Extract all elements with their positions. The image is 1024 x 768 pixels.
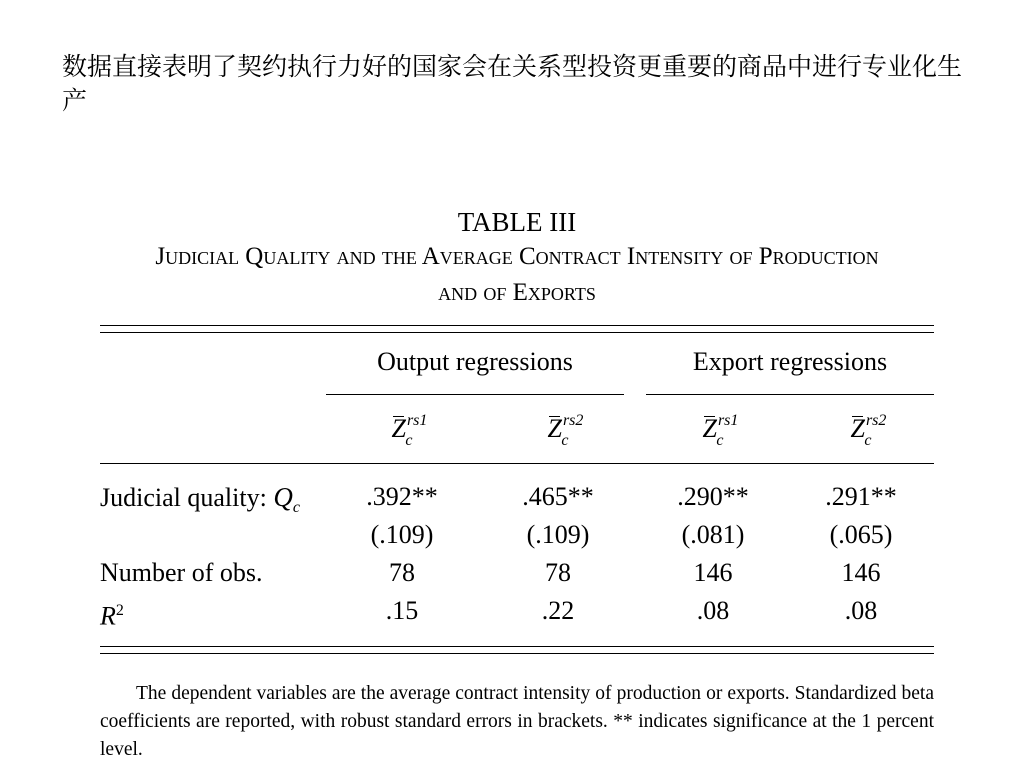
table-cell: (.109) (370, 520, 434, 549)
group-rule-export (646, 394, 934, 395)
table-cell: .392** (366, 482, 438, 511)
table-row (100, 478, 934, 516)
table-cell: 78 (545, 558, 571, 587)
group-label-output: Output regressions (377, 347, 573, 376)
table-cell: .22 (541, 596, 575, 625)
table-cell: (.109) (526, 520, 590, 549)
group-label-export: Export regressions (692, 347, 888, 376)
table-iii (100, 205, 934, 654)
slide-heading: 数据直接表明了契约执行力好的国家会在关系型投资更重要的商品中进行专业化生产 (62, 52, 963, 115)
group-export (646, 333, 934, 395)
row-label-r-squared: $R^2$ (100, 601, 124, 631)
table-subtitle-line-2: and of Exports (438, 279, 596, 306)
table-cell: .08 (844, 596, 878, 625)
table-note: The dependent variables are the average contract intensity of production or exports. Standardized beta coefficients are reported, with robust standard errors in brackets. ** indicates significance at the 1 percent level. (100, 683, 934, 760)
table-row (100, 592, 934, 630)
table-cell: .15 (385, 596, 419, 625)
column-header-row (100, 395, 934, 463)
table-cell: .465** (522, 482, 594, 511)
column-header-2: $Z^{rs2}_c$ (547, 412, 584, 449)
table-cell: .290** (677, 482, 749, 511)
table-row (100, 516, 934, 554)
column-header-4: $Z^{rs2}_c$ (850, 412, 887, 449)
table-cell: (.065) (829, 520, 893, 549)
table-cell: 146 (693, 558, 733, 587)
bottom-rule (100, 646, 934, 654)
group-header-row (100, 333, 934, 395)
table-cell: .291** (825, 482, 897, 511)
table-subtitle-line-1: Judicial Quality and the Average Contract Intensity of Production (155, 243, 879, 270)
column-header-1: $Z^{rs1}_c$ (391, 412, 428, 449)
group-rule-output (326, 394, 624, 395)
row-label-judicial-quality: Judicial quality: $Q_c$ (100, 482, 300, 517)
table-cell: 146 (841, 558, 881, 587)
table-cell: .08 (696, 596, 730, 625)
table-row (100, 554, 934, 592)
table-cell: (.081) (681, 520, 745, 549)
top-rule (100, 325, 934, 333)
row-label-empty (100, 516, 326, 554)
table-cell: 78 (389, 558, 415, 587)
row-label-number-of-obs: Number of obs. (100, 558, 263, 587)
table-title: TABLE III (457, 207, 577, 237)
group-output (326, 333, 624, 395)
column-header-3: $Z^{rs1}_c$ (702, 412, 739, 449)
